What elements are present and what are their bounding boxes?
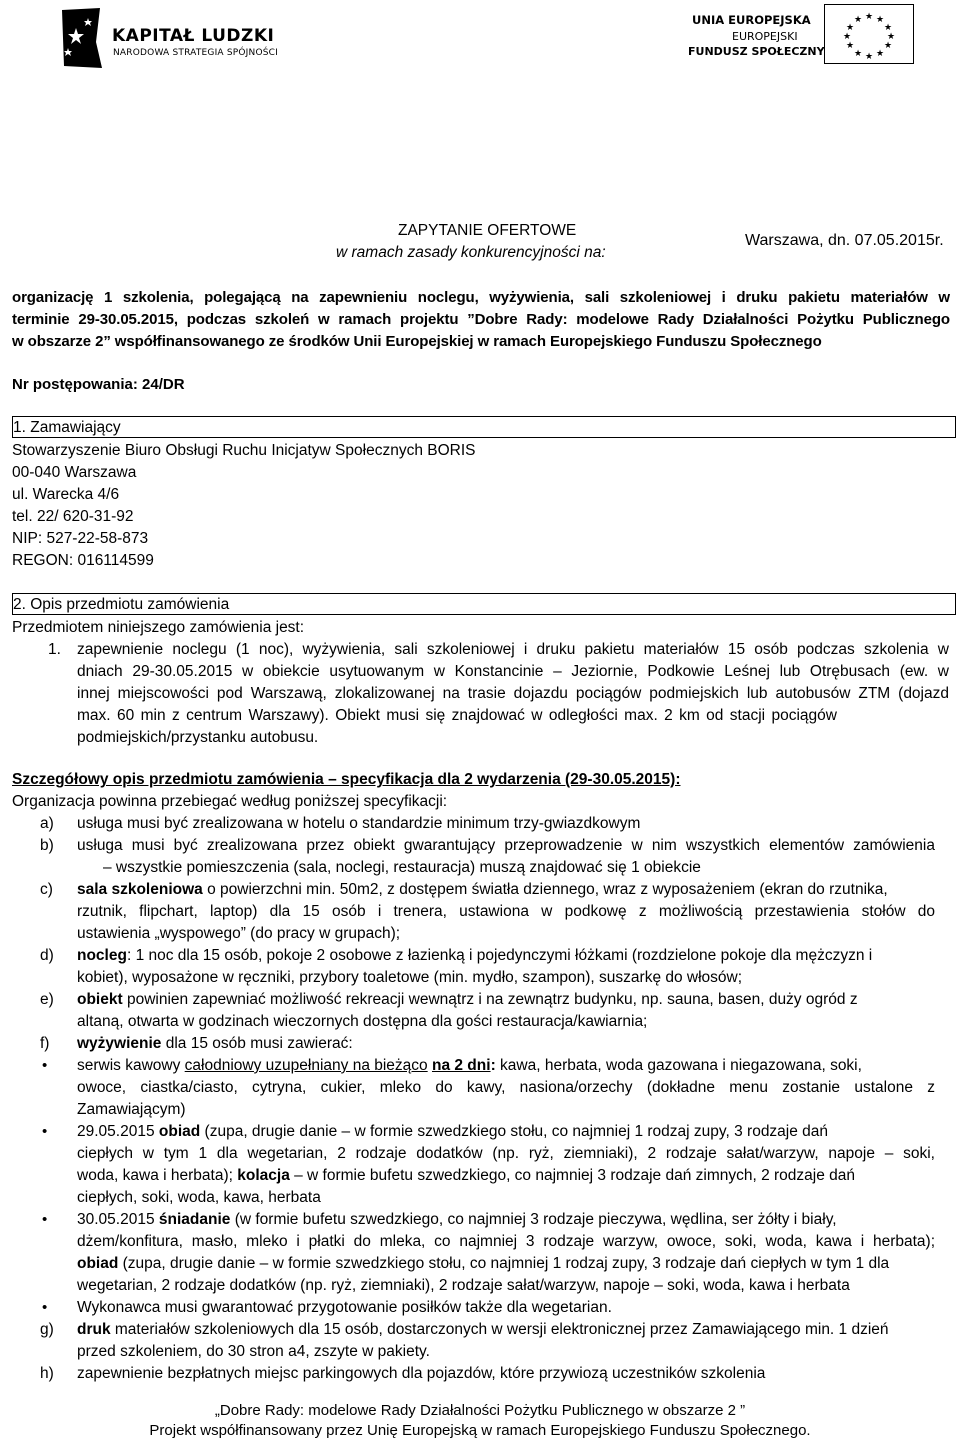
ordering-party-name: Stowarzyszenie Biuro Obsługi Ruchu Inicjatyw Społecznych BORIS xyxy=(12,442,476,459)
spec-e-mark: e) xyxy=(40,991,54,1008)
bullet-3-pre: 30.05.2015 xyxy=(77,1211,159,1228)
spec-g-line-2: przed szkoleniem, do 30 stron a4, zszyte w pakiety. xyxy=(77,1343,430,1360)
procedure-number: Nr postępowania: 24/DR xyxy=(12,376,185,393)
doc-date: Warszawa, dn. 07.05.2015r. xyxy=(745,232,944,249)
bullet-2-line-3-bold: kolacja xyxy=(237,1167,290,1184)
spec-d-mark: d) xyxy=(40,947,54,964)
intro-line-2: terminie 29-30.05.2015, podczas szkoleń w ramach projektu ”Dobre Rady: modelowe Rady Działalności Pożytku Publicznego xyxy=(12,311,950,328)
kapital-ludzki-title: KAPITAŁ LUDZKI xyxy=(112,26,275,46)
bullet-2-line-3-pre: woda, kawa i herbata); xyxy=(77,1167,238,1184)
section-1-heading-text: 1. Zamawiający xyxy=(13,419,121,436)
svg-text:★: ★ xyxy=(853,48,863,58)
bullet-1-line-2: owoce, ciastka/ciasto, cytryna, cukier, mleko do kawy, nasiona/orzechy (dokładne menu zostanie ustalone z xyxy=(77,1079,935,1096)
bullet-3-line-4: wegetarian, 2 rodzaje dodatków (np. ryż, ziemniaki), 2 rodzaje sałat/warzyw, napoje – soki, woda, kawa i herbata xyxy=(77,1277,850,1294)
spec-b-mark: b) xyxy=(40,837,54,854)
bullet-2-line-4: ciepłych, soki, woda, kawa, herbata xyxy=(77,1189,321,1206)
footer-project-name: „Dobre Rady: modelowe Rady Działalności Pożytku Publicznego w obszarze 2 ” xyxy=(214,1402,746,1419)
spec-a-mark: a) xyxy=(40,815,54,832)
eu-efs-logo xyxy=(680,4,916,66)
bullet-2-bold: obiad xyxy=(158,1123,201,1140)
intro-line-1: organizację 1 szkolenia, polegającą na zapewnieniu noclegu, wyżywienia, sali szkoleniowej i druku pakietu materiałów w xyxy=(12,289,950,306)
bullet-1-colon: : xyxy=(490,1057,496,1074)
spec-e-line-1 xyxy=(77,989,858,1011)
ordering-party-nip: NIP: 527-22-58-873 xyxy=(12,530,149,547)
svg-text:★: ★ xyxy=(845,22,855,32)
spec-heading: Szczegółowy opis przedmiotu zamówienia – specyfikacja dla 2 wydarzenia (29-30.05.2015): xyxy=(12,771,681,788)
item-1-line-3: innej miejscowości pod Warszawą, zlokalizowanej na trasie dojazdu pociągów podmiejskich lub autobusów ZTM (dojazd xyxy=(77,685,949,702)
spec-a-line-1: usługa musi być zrealizowana w hotelu o standardzie minimum trzy-gwiazdkowym xyxy=(77,815,641,832)
spec-g-line-1 xyxy=(77,1319,889,1341)
bullet-3-line-3-bold: obiad xyxy=(77,1255,119,1272)
doc-title: ZAPYTANIE OFERTOWE xyxy=(398,222,577,239)
item-1-number: 1. xyxy=(48,641,61,658)
item-1-line-5: podmiejskich/przystanku autobusu. xyxy=(77,729,319,746)
svg-text:★: ★ xyxy=(864,11,874,21)
ordering-party-regon: REGON: 016114599 xyxy=(12,552,154,569)
spec-d-line-1 xyxy=(77,945,872,967)
bullet-3-rest: (w formie bufetu szwedzkiego, co najmniej 3 rodzaje pieczywa, wędlina, ser żółty i biały, xyxy=(230,1211,837,1228)
ordering-party-city: 00-040 Warszawa xyxy=(12,464,137,481)
ordering-party-phone: tel. 22/ 620-31-92 xyxy=(12,508,134,525)
spec-e-line-1-rest: powinien zapewniać możliwość rekreacji wewnątrz i na zewnątrz budynku, np. sauna, basen, duży ogród z xyxy=(122,991,858,1008)
eu-flag-icon xyxy=(824,4,914,64)
bullet-3-icon: • xyxy=(42,1211,48,1228)
svg-text:★: ★ xyxy=(853,14,863,24)
spec-b-line-1: usługa musi być zrealizowana przez obiekt gwarantujący przeprowadzenie w nim wszystkich elementów zamówienia xyxy=(77,837,935,854)
item-1-line-4: max. 60 min z centrum Warszawy). Obiekt musi się znajdować w odległości max. 2 km od stacji pociągów xyxy=(77,707,837,724)
spec-c-mark: c) xyxy=(40,881,53,898)
bullet-1-underlined: całodniowy uzupełniany na bieżąco xyxy=(184,1057,428,1074)
spec-e-line-2: altaną, otwarta w godzinach wieczornych dostępna dla gości restauracja/kawiarnia; xyxy=(77,1013,648,1030)
spec-d-line-1-rest: : 1 noc dla 15 osób, pokoje 2 osobowe z łazienką i pojedynczymi łóżkami (rozdzielone pokoje dla mężczyzn i xyxy=(126,947,873,964)
spec-f-line-1-rest: dla 15 osób musi zawierać: xyxy=(161,1035,353,1052)
eu-logo-line3: FUNDUSZ SPOŁECZNY xyxy=(688,45,825,58)
section-2-heading-text: 2. Opis przedmiotu zamówienia xyxy=(13,596,230,613)
spec-intro: Organizacja powinna przebiegać według poniższej specyfikacji: xyxy=(12,793,448,810)
spec-f-mark: f) xyxy=(40,1035,50,1052)
kapital-ludzki-subtitle: NARODOWA STRATEGIA SPÓJNOŚCI xyxy=(113,48,278,58)
spec-h-mark: h) xyxy=(40,1365,54,1382)
spec-f-bold: wyżywienie xyxy=(77,1035,162,1052)
bullet-2-icon: • xyxy=(42,1123,48,1140)
section-2-heading xyxy=(12,593,956,615)
svg-text:★: ★ xyxy=(864,51,874,61)
bullet-3-line-2: dżem/konfitura, masło, mleko i płatki do mleka, co najmniej 3 rodzaje warzyw, owoce, soki, woda, kawa i herbata); xyxy=(77,1233,935,1250)
bullet-1-line-3: Zamawiającym) xyxy=(77,1101,186,1118)
kapital-ludzki-emblem-icon xyxy=(56,6,106,70)
spec-c-bold: sala szkoleniowa xyxy=(77,881,203,898)
spec-c-line-3: ustawienia „wyspowego” (do pracy w grupach); xyxy=(77,925,401,942)
svg-text:★: ★ xyxy=(883,22,893,32)
bullet-2-line-1 xyxy=(77,1121,828,1143)
spec-g-bold: druk xyxy=(77,1321,111,1338)
bullet-2-line-3 xyxy=(77,1165,855,1187)
bullet-3-line-1 xyxy=(77,1209,837,1231)
bullet-3-line-3-rest: (zupa, drugie danie – w formie szwedzkiego stołu, co najmniej 1 rodzaj zupy, 3 rodzaje dań ciepłych w tym 1 dla xyxy=(118,1255,890,1272)
footer-cofinancing: Projekt współfinansowany przez Unię Europejską w ramach Europejskiego Funduszu Społecznego. xyxy=(149,1422,811,1439)
bullet-2-pre: 29.05.2015 xyxy=(77,1123,159,1140)
bullet-1-bold-underlined: na 2 dni xyxy=(431,1057,491,1074)
item-1-line-2: dniach 29-30.05.2015 w obiekcie usytuowanym w Konstancinie – Jeziornie, Podkowie Leśnej lub Otrębusach (ew. w xyxy=(77,663,949,680)
doc-subtitle: w ramach zasady konkurencyjności na: xyxy=(336,244,606,261)
bullet-2-line-3-rest: – w formie bufetu szwedzkiego, co najmniej 3 rodzaje dań zimnych, 2 rodzaje dań xyxy=(289,1167,856,1184)
bullet-2-line-2: ciepłych w tym 1 dla wegetarian, 2 rodzaje dodatków (np. ryż, ziemniaki), 2 rodzaje sałat/warzyw, napoje – soki, xyxy=(77,1145,935,1162)
spec-g-line-1-rest: materiałów szkoleniowych dla 15 osób, dostarczonych w wersji elektronicznej przez Zamawiającego min. 1 dzień xyxy=(110,1321,889,1338)
spec-h-line-1: zapewnienie bezpłatnych miejsc parkingowych dla pojazdów, które przywiozą uczestników szkolenia xyxy=(77,1365,766,1382)
bullet-3-bold: śniadanie xyxy=(158,1211,231,1228)
spec-c-line-1 xyxy=(77,879,935,901)
svg-text:★: ★ xyxy=(875,14,885,24)
svg-text:★: ★ xyxy=(845,40,855,50)
bullet-2-rest: (zupa, drugie danie – w formie szwedzkiego stołu, co najmniej 1 rodzaj zupy, 3 rodzaje dań xyxy=(200,1123,829,1140)
bullet-1-rest: kawa, herbata, woda gazowana i niegazowana, soki, xyxy=(495,1057,862,1074)
spec-d-bold: nocleg xyxy=(77,947,127,964)
spec-g-mark: g) xyxy=(40,1321,54,1338)
svg-text:★: ★ xyxy=(883,40,893,50)
item-1-line-1: zapewnienie noclegu (1 noc), wyżywienia, sali szkoleniowej i druku pakietu materiałów 15 osób podczas szkolenia w xyxy=(77,641,949,658)
eu-logo-line1: UNIA EUROPEJSKA xyxy=(692,13,811,27)
section-1-heading xyxy=(12,416,956,438)
bullet-3-line-3 xyxy=(77,1253,889,1275)
spec-b-line-2: – wszystkie pomieszczenia (sala, noclegi, restauracja) muszą znajdować się 1 obiekcie xyxy=(103,859,701,876)
spec-f-line-1 xyxy=(77,1033,353,1055)
bullet-1-pre: serwis kawowy xyxy=(77,1057,185,1074)
bullet-4-icon: • xyxy=(42,1299,48,1316)
bullet-1-line-1 xyxy=(77,1055,862,1077)
bullet-1-icon: • xyxy=(42,1057,48,1074)
kapital-ludzki-logo xyxy=(56,6,276,70)
bullet-4-line-1: Wykonawca musi gwarantować przygotowanie posiłków także dla wegetarian. xyxy=(77,1299,612,1316)
subject-intro: Przedmiotem niniejszego zamówienia jest: xyxy=(12,619,305,636)
intro-line-3: w obszarze 2” współfinansowanego ze środków Unii Europejskiej w ramach Europejskiego Funduszu Społecznego xyxy=(12,333,822,350)
ordering-party-street: ul. Warecka 4/6 xyxy=(12,486,120,503)
svg-text:★: ★ xyxy=(842,31,852,41)
spec-c-line-2: rzutnik, flipchart, laptop) dla 15 osób i trenera, ustawiona w podkowę z możliwością przestawienia stołów do xyxy=(77,903,935,920)
svg-text:★: ★ xyxy=(875,48,885,58)
spec-d-line-2: kobiet), wyposażone w ręczniki, przybory toaletowe (min. mydło, szampon), suszarkę do włosów; xyxy=(77,969,743,986)
spec-c-line-1-rest: o powierzchni min. 50m2, z dostępem światła dziennego, wraz z wyposażeniem (ekran do rzutnika, xyxy=(202,881,888,898)
spec-e-bold: obiekt xyxy=(77,991,123,1008)
eu-logo-line2: EUROPEJSKI xyxy=(732,30,798,43)
svg-text:★: ★ xyxy=(886,31,896,41)
